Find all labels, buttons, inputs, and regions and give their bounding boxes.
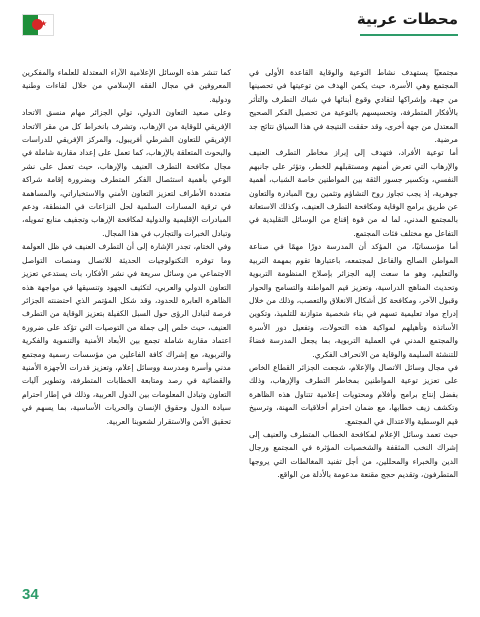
paragraph: وفي الختام، تجدر الإشارة إلى أن التطرف العنيف في ظل العولمة وما توفره التكنولوجيات الحديثة للاتصال ومنصات التواصل الاجتماعي من وسائل سريعة في نشر الأفكار، بات يستدعي تعزيز التعاون الدولي والعربي، لتكثيف الجهود وتنسيقها في مواجهة هذه الظاهرة العابرة للحدود، وقد شكل المؤتمر الذي احتضنته الجزائر فرصة لتبادل الرؤى حول السبل الكفيلة بتعزيز الوقاية من التطرف العنيف، حيث خلص إلى جملة من التوصيات التي تؤكد على ضرورة اعتماد مقاربة شاملة تجمع بين الأبعاد الأمنية والتنموية والفكرية والتربوية، مع إشراك كافة الفاعلين من مؤسسات رسمية ومجتمع مدني وأسرة ومدرسة ووسائل إعلام، وتعزيز قدرات الأجهزة الأمنية والقضائية في رصد ومتابعة الخطابات المتطرفة، وتطوير آليات التعاون وتبادل المعلومات بين الدول العربية، وذلك في إطار احترام سيادة الدول وحقوق الإنسان والحريات الأساسية، بما يسهم في تحقيق الأمن والاستقرار لشعوبنا العربية.	[22, 242, 231, 426]
paragraph: حيث تعمد وسائل الإعلام لمكافحة الخطاب المتطرف والعنيف إلى إشراك النخب المثقفة والشخصيات المؤثرة في المجتمع ورجال الدين والخبراء والمحللين، من أجل تفنيد المغالطات التي يروجها المتطرفون، وتقديم حجج مقنعة مدعومة بالأدلة من الواقع.	[249, 429, 458, 480]
paragraph: مجتمعيًا يستهدف نشاط التوعية والوقاية القاعدة الأولى في المجتمع وهي الأسرة، حيث يكمن الهدف من توعيتها في تحصينها من جهة، وإشراكها لتفادي وقوع أبنائها في شباك التطرف والتأثر بالأفكار المتطرفة، وتحسيسهم بالتوعية من تحصيل الفكر الصحيح المعتدل من جهة أخرى، وقد حققت النتيجة في هذا السياق نتائج جد مرضية.	[249, 68, 458, 145]
right-column	[249, 66, 458, 576]
paragraph: في مجال وسائل الاتصال والإعلام، شجعت الجزائر القطاع الخاص على تعزيز توعية المواطنين بمخاطر التطرف والإرهاب، وذلك بفضل إنتاج برامج وأفلام ومحتويات إعلامية تتناول هذه الظاهرة وتكشف زيف خطابها، مع ضمان احترام أخلاقيات المهنة، وترسيخ قيم الوسطية والاعتدال في المجتمع.	[249, 362, 458, 426]
page-number: 34	[22, 586, 39, 603]
paragraph: وعلى صعيد التعاون الدولي، تولي الجزائر مهام منسق الاتحاد الإفريقي للوقاية من الإرهاب، وتشرف بانخراط كل من مقر الاتحاد الإفريقي للتعاون الشرطي أفريبول، والمركز الإفريقي للدراسات والبحوث المتعلقة بالإرهاب، كما تعمل على إعداد مقاربة شاملة في مجال مكافحة التطرف العنيف والإرهاب، حيث تعمل على نشر الوعي بأهمية استئصال الفكر المتطرف وبضرورة إقامة شراكة متعددة الأطراف لتعزيز التعاون الأمني والاستخباراتي، والمساهمة في ترقية المسارات السلمية لحل النزاعات في المنطقة، ودعم المبادرات الإقليمية والدولية لمكافحة الإرهاب وتجفيف منابع تمويله، وتبادل الخبرات والتجارب في هذا المجال.	[22, 108, 231, 238]
paragraph: أما مؤسساتيًا، من المؤكد أن المدرسة دورًا مهمًا في صناعة المواطن الصالح والفاعل لمجتمعه، باعتبارها تقوم بمهمة التربية والتعليم، وهو ما سعت إليه الجزائر بإصلاح المنظومة التربوية وتحديث المناهج الدراسية، وتعزيز قيم المواطنة والتسامح والحوار وقبول الآخر، ومكافحة كل أشكال الانغلاق والتعصب، وذلك من خلال إدراج مواد تعليمية تسهم في بناء شخصية متوازنة للتلميذ، وتكوين الأساتذة وتأهيلهم لمواكبة هذه التحولات، وتفعيل دور الأسرة والمجتمع المدني في العملية التربوية، بما يجعل المدرسة فضاءً للتنشئة السليمة والوقاية من الانحراف الفكري.	[249, 242, 458, 359]
section-title: محطات عربية	[356, 10, 458, 28]
left-column	[22, 66, 231, 576]
page-header	[22, 10, 458, 50]
article-body	[22, 66, 458, 576]
title-underline	[360, 34, 458, 36]
algeria-flag-icon: ★	[22, 14, 54, 36]
paragraph: كما تنشر هذه الوسائل الإعلامية الآراء المعتدلة للعلماء والمفكرين المعروفين في مجال الفقه الإسلامي من خلال لقاءات وطنية ودولية.	[22, 68, 231, 104]
paragraph: أما توعية الأفراد، فتهدف إلى إبراز مخاطر التطرف العنيف والإرهاب التي تعرض أمنهم ومستقبلهم للخطر، وتؤثر على جانبهم النفسي، وتكسير جسور الثقة بين المواطنين خاصة الشباب، أهمية جوهرية، إذ يجب تجاوز روح التشاؤم وتثمين روح المبادرة والتعاون عن طريق برامج الوقاية ومكافحة التطرف العنيف، وكذلك الاستعانة بالمجتمع المدني، لما له من قوة إقناع من الوسائل التقليدية في التفاعل مع مختلف فئات المجتمع.	[249, 148, 458, 238]
